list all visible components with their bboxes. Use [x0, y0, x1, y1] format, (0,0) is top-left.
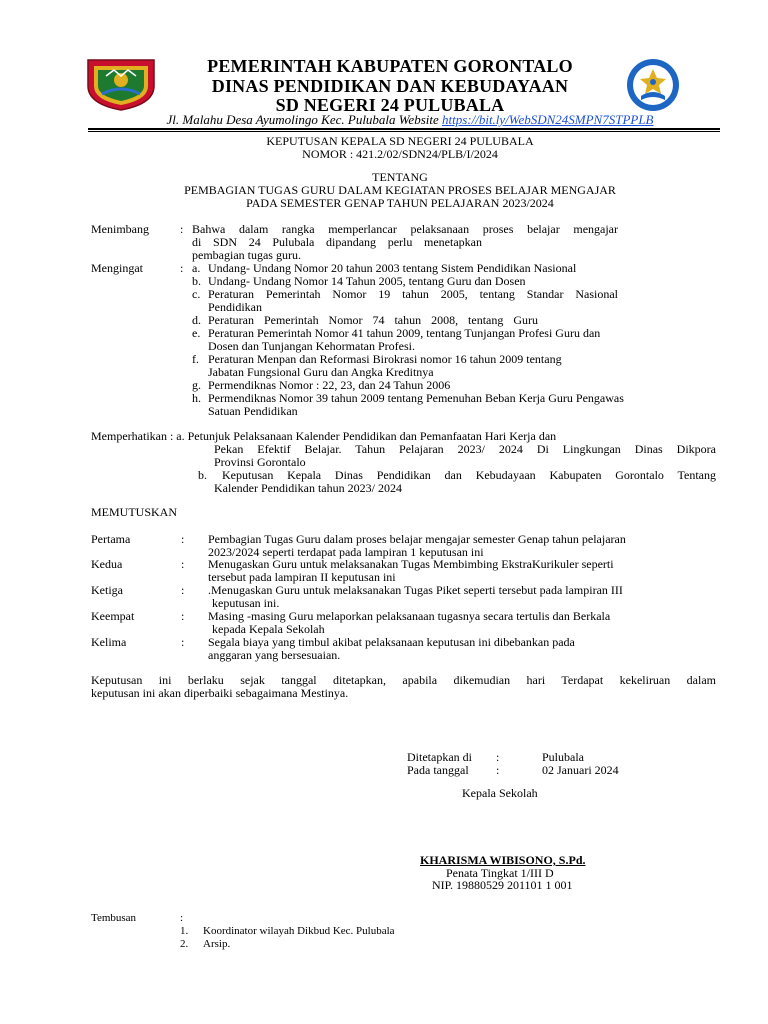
tembusan-num-2: 2.: [180, 938, 189, 950]
menimbang-line-2: di SDN 24 Pulubala dipandang perlu menetapkan: [192, 235, 482, 249]
memutuskan-kelima-line-2: anggaran yang bersesuaian.: [208, 648, 341, 662]
tembusan-label: Tembusan: [91, 912, 137, 924]
memutuskan-pertama-line-2: 2023/2024 seperti terdapat pada lampiran 1 keputusan ini: [208, 545, 484, 559]
tembusan-item-2: Arsip.: [203, 938, 231, 950]
decree-number: NOMOR : 421.2/02/SDN24/PLB/I/2024: [302, 147, 498, 161]
mengingat-item-c-line-2: Pendidikan: [208, 300, 262, 314]
memutuskan-keempat-line-1: Masing -masing Guru melaporkan pelaksanaan tugasnya secara tertulis dan Berkala: [208, 609, 611, 623]
signature-date-label: Pada tanggal: [407, 763, 469, 777]
mengingat-marker-c: c.: [192, 287, 201, 301]
mengingat-item-e-line-1: Peraturan Pemerintah Nomor 41 tahun 2009, tentang Tunjangan Profesi Guru dan: [208, 326, 601, 340]
memutuskan-colon-pertama: :: [181, 532, 185, 546]
signature-place-colon: :: [496, 750, 500, 764]
memutuskan-colon-keempat: :: [181, 609, 185, 623]
address-text: Jl. Malahu Desa Ayumolingo Kec. Pulubala Website: [166, 112, 442, 127]
mengingat-item-f-line-1: Peraturan Menpan dan Reformasi Birokrasi nomor 16 tahun 2009 tentang: [208, 352, 562, 366]
menimbang-line-3: pembagian tugas guru.: [192, 248, 301, 262]
menimbang-line-1: Bahwa dalam rangka memperlancar pelaksanaan proses belajar mengajar: [192, 222, 618, 236]
memperhatikan-line-2: Pekan Efektif Belajar. Tahun Pelajaran 2023/ 2024 Di Lingkungan Dinas Dikpora: [214, 442, 716, 456]
memperhatikan-b-line-1: Keputusan Kepala Dinas Pendidikan dan Kebudayaan Kabupaten Gorontalo Tentang: [222, 468, 716, 482]
mengingat-item-a: Undang- Undang Nomor 20 tahun 2003 tentang Sistem Pendidikan Nasional: [208, 261, 577, 275]
memutuskan-pertama-line-1: Pembagian Tugas Guru dalam proses belajar mengajar semester Genap tahun pelajaran: [208, 532, 626, 546]
signature-nip: NIP. 19880529 201101 1 001: [432, 878, 573, 892]
header-school: SD NEGERI 24 PULUBALA: [275, 95, 505, 115]
memutuskan-heading: MEMUTUSKAN: [91, 505, 178, 519]
mengingat-label: Mengingat: [91, 261, 143, 275]
mengingat-item-c-line-1: Peraturan Pemerintah Nomor 19 tahun 2005, tentang Standar Nasional: [208, 287, 618, 301]
memutuskan-kedua-line-1: Menugaskan Guru untuk melaksanakan Tugas Membimbing EkstraKurikuler seperti: [208, 557, 614, 571]
decree-tentang: TENTANG: [372, 170, 428, 184]
tembusan-num-1: 1.: [180, 925, 189, 937]
menimbang-colon: :: [180, 222, 184, 236]
mengingat-marker-g: g.: [192, 378, 201, 392]
decree-subject-line-2: PADA SEMESTER GENAP TAHUN PELAJARAN 2023/2024: [246, 196, 554, 210]
signature-name: KHARISMA WIBISONO, S.Pd.: [420, 853, 586, 867]
mengingat-marker-e: e.: [192, 326, 201, 340]
header-department: DINAS PENDIDIKAN DAN KEBUDAYAAN: [211, 76, 569, 96]
mengingat-item-b: Undang- Undang Nomor 14 Tahun 2005, tentang Guru dan Dosen: [208, 274, 526, 288]
memperhatikan-b-line-2: Kalender Pendidikan tahun 2023/ 2024: [214, 481, 402, 495]
mengingat-item-f-line-2: Jabatan Fungsional Guru dan Angka Kreditnya: [208, 365, 434, 379]
memutuskan-colon-kelima: :: [181, 635, 185, 649]
memutuskan-colon-kedua: :: [181, 557, 185, 571]
memutuskan-label-ketiga: Ketiga: [91, 583, 123, 597]
mengingat-marker-h: h.: [192, 391, 201, 405]
memutuskan-label-pertama: Pertama: [91, 532, 131, 546]
memutuskan-colon-ketiga: :: [181, 583, 185, 597]
signature-position: Kepala Sekolah: [462, 786, 538, 800]
letterhead-rule-thin: [88, 131, 720, 132]
mengingat-item-g: Permendiknas Nomor : 22, 23, dan 24 Tahun 2006: [208, 378, 451, 392]
memperhatikan-line-1: Memperhatikan : a. Petunjuk Pelaksanaan Kalender Pendidikan dan Pemanfaatan Hari Kerja dan: [91, 429, 557, 443]
signature-date-colon: :: [496, 763, 500, 777]
mengingat-item-d: Peraturan Pemerintah Nomor 74 tahun 2008, tentang Guru: [208, 313, 538, 327]
decree-subject-line-1: PEMBAGIAN TUGAS GURU DALAM KEGIATAN PROSES BELAJAR MENGAJAR: [184, 183, 616, 197]
signature-rank: Penata Tingkat 1/III D: [446, 866, 554, 880]
signature-place-label: Ditetapkan di: [407, 750, 472, 764]
mengingat-item-h-line-2: Satuan Pendidikan: [208, 404, 298, 418]
signature-date: 02 Januari 2024: [542, 763, 619, 777]
mengingat-marker-b: b.: [192, 274, 201, 288]
tembusan-item-1: Koordinator wilayah Dikbud Kec. Pulubala: [203, 925, 395, 937]
memutuskan-label-keempat: Keempat: [91, 609, 135, 623]
decree-title: KEPUTUSAN KEPALA SD NEGERI 24 PULUBALA: [266, 134, 534, 148]
header-government: PEMERINTAH KABUPATEN GORONTALO: [207, 56, 573, 76]
memperhatikan-marker-b: b.: [198, 468, 207, 482]
memutuskan-ketiga-line-1: .Menugaskan Guru untuk melaksanakan Tugas Piket seperti tersebut pada lampiran III: [208, 583, 623, 597]
mengingat-item-e-line-2: Dosen dan Tunjangan Kehormatan Profesi.: [208, 339, 415, 353]
mengingat-marker-d: d.: [192, 313, 201, 327]
closing-line-1: Keputusan ini berlaku sejak tanggal ditetapkan, apabila dikemudian hari Terdapat kekeliruan dalam: [91, 673, 716, 687]
memperhatikan-line-3: Provinsi Gorontalo: [214, 455, 306, 469]
memutuskan-kedua-line-2: tersebut pada lampiran II keputusan ini: [208, 570, 396, 584]
tembusan-colon: :: [180, 912, 184, 924]
mengingat-marker-f: f.: [192, 352, 199, 366]
mengingat-item-h-line-1: Permendiknas Nomor 39 tahun 2009 tentang Pemenuhan Beban Kerja Guru Pengawas: [208, 391, 624, 405]
menimbang-label: Menimbang: [91, 222, 149, 236]
memutuskan-label-kedua: Kedua: [91, 557, 123, 571]
memutuskan-kelima-line-1: Segala biaya yang timbul akibat pelaksanaan keputusan ini dibebankan pada: [208, 635, 575, 649]
memutuskan-ketiga-line-2: keputusan ini.: [212, 596, 280, 610]
memutuskan-keempat-line-2: kepada Kepala Sekolah: [212, 622, 325, 636]
letterhead-rule-thick: [88, 128, 720, 130]
header-address: [100, 112, 720, 128]
website-link[interactable]: https://bit.ly/WebSDN24SMPN7STPPLB: [442, 112, 654, 127]
memutuskan-label-kelima: Kelima: [91, 635, 127, 649]
closing-line-2: keputusan ini akan diperbaiki sebagaimana Mestinya.: [91, 686, 349, 700]
mengingat-marker-a: a.: [192, 261, 201, 275]
mengingat-colon: :: [180, 261, 184, 275]
signature-place: Pulubala: [542, 750, 584, 764]
